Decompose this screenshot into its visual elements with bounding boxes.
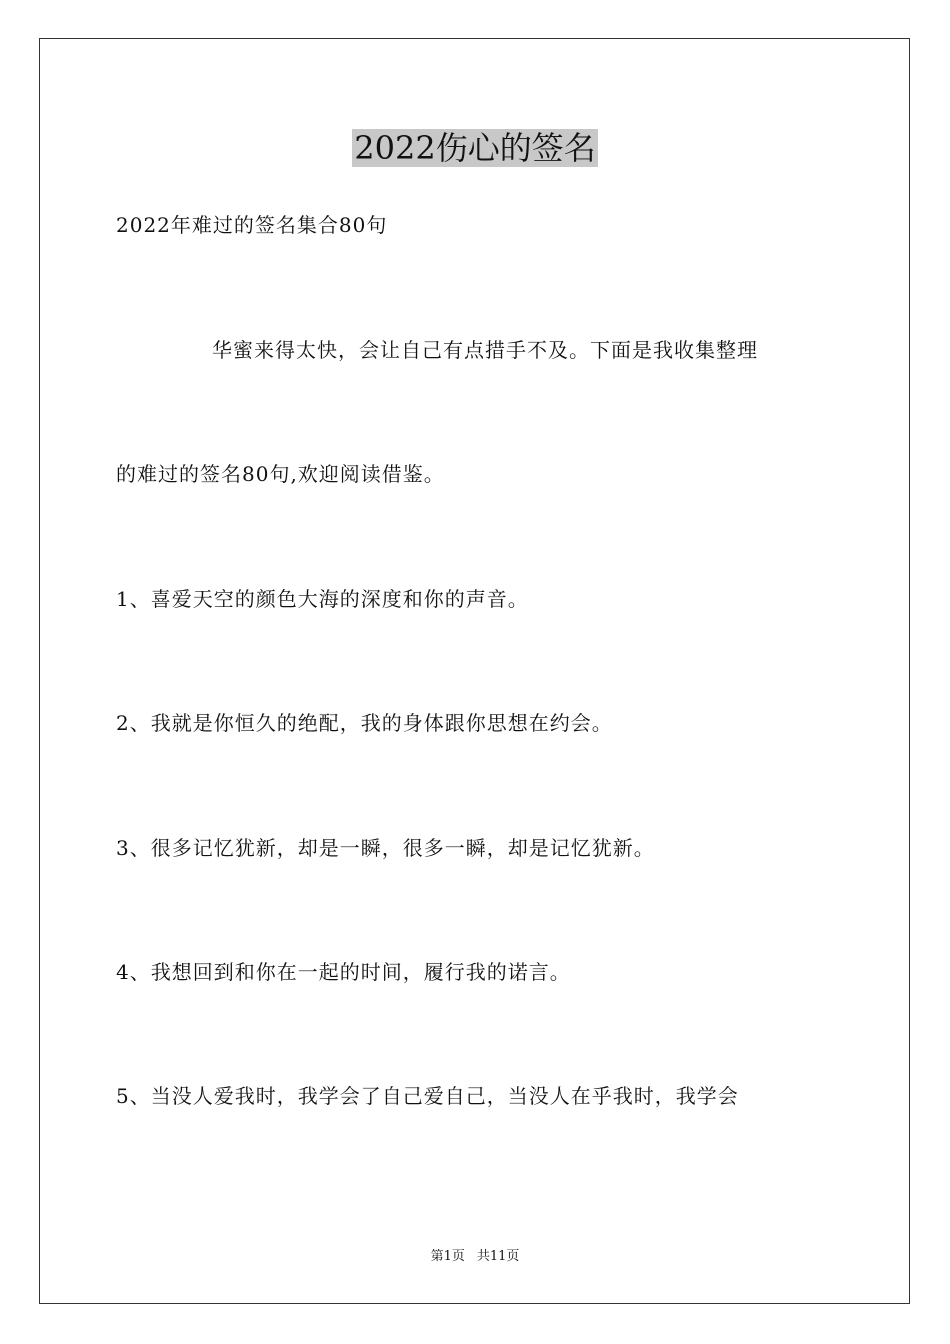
list-item: 5、当没人爱我时，我学会了自己爱自己，当没人在乎我时，我学会	[116, 1084, 739, 1108]
page-footer	[0, 1248, 950, 1266]
list-item: 1、喜爱天空的颜色大海的深度和你的声音。	[116, 587, 529, 611]
document-title-text: 2022伤心的签名	[354, 129, 596, 167]
page-number-total: 共11页	[476, 1249, 520, 1264]
list-item: 2、我就是你恒久的绝配，我的身体跟你思想在约会。	[116, 711, 613, 735]
intro-line-1: 华蜜来得太快，会让自己有点措手不及。下面是我收集整理	[212, 338, 758, 362]
document-title	[0, 128, 950, 168]
page-number-current: 第1页	[430, 1249, 465, 1264]
list-item: 3、很多记忆犹新，却是一瞬，很多一瞬，却是记忆犹新。	[116, 836, 655, 860]
list-item: 4、我想回到和你在一起的时间，履行我的诺言。	[116, 960, 571, 984]
intro-line-2: 的难过的签名80句,欢迎阅读借鉴。	[116, 462, 445, 486]
document-subtitle: 2022年难过的签名集合80句	[116, 213, 388, 237]
